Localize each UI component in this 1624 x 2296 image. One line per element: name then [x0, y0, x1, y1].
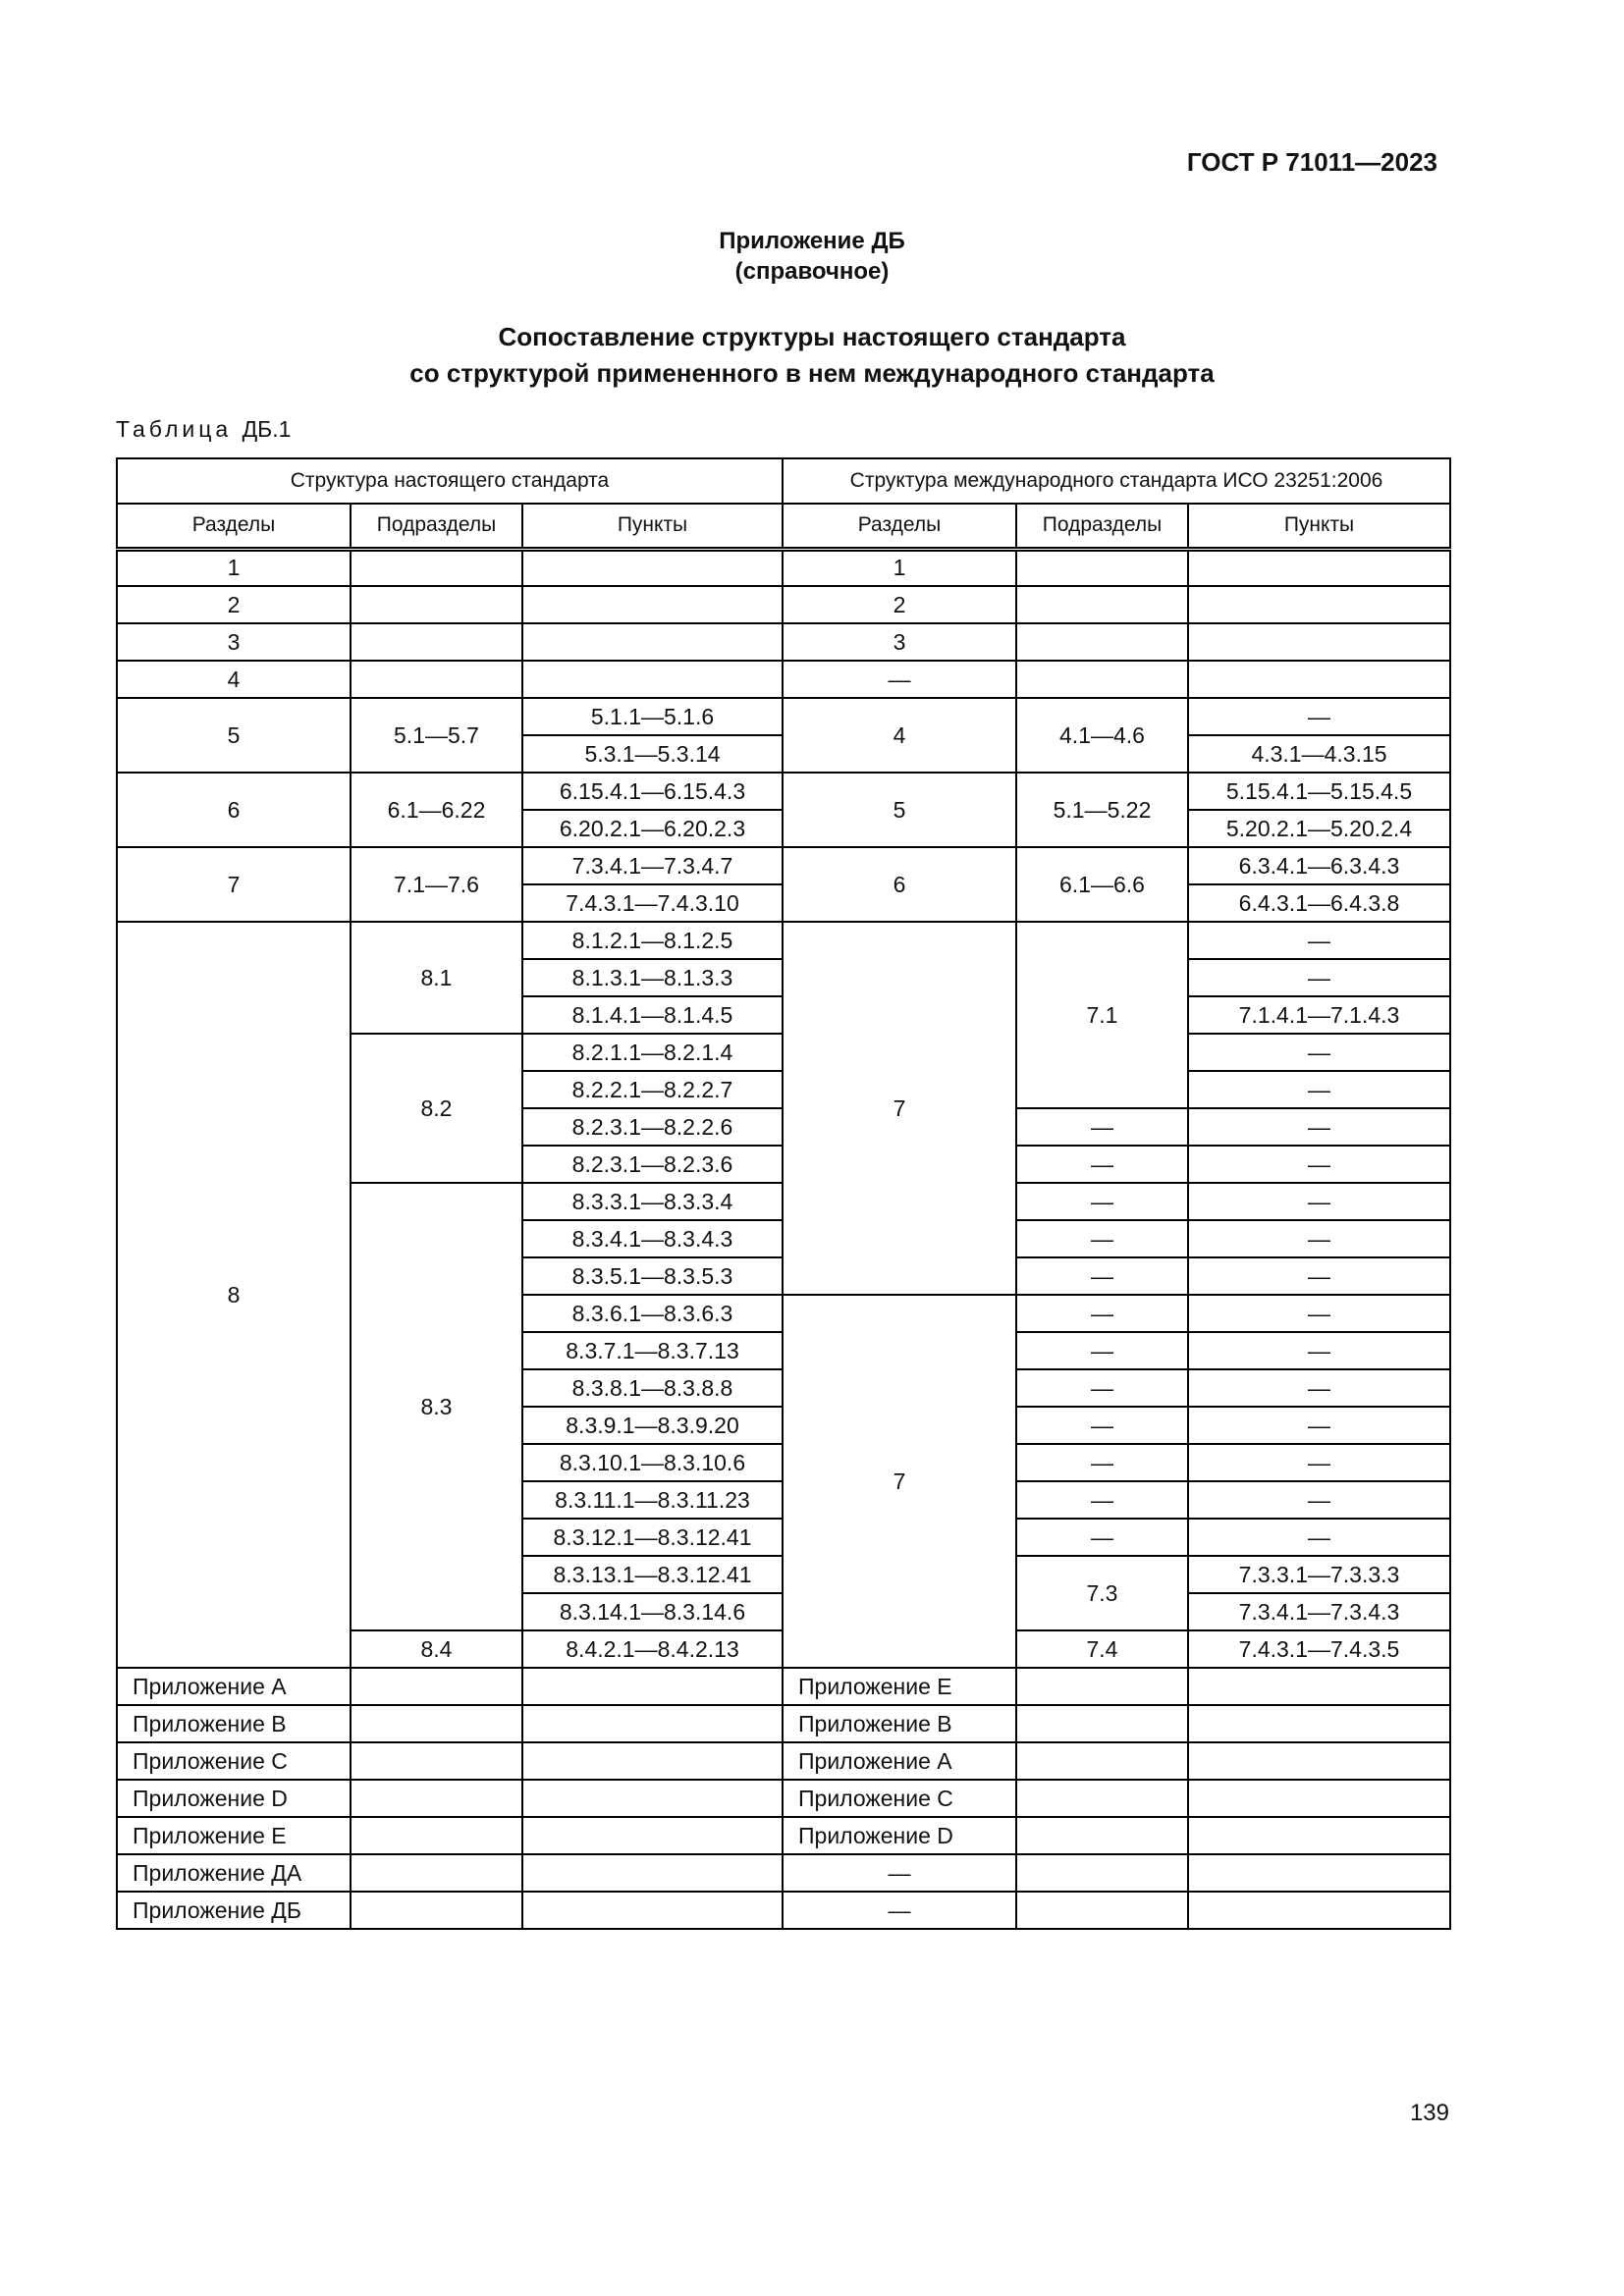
cell: [351, 586, 522, 623]
cell: [1188, 1668, 1450, 1705]
table-label-prefix: Таблица: [116, 416, 233, 442]
cell: Приложение A: [783, 1742, 1016, 1780]
cell: [522, 1817, 783, 1854]
cell: 8.3.6.1—8.3.6.3: [522, 1295, 783, 1332]
cell: 7.4: [1016, 1630, 1188, 1668]
document-id: ГОСТ Р 71011—2023: [1186, 147, 1437, 177]
table-row: [117, 1854, 1450, 1892]
group-header-international: Структура международного стандарта ИСО 23251:2006: [783, 458, 1450, 504]
cell: —: [1188, 1295, 1450, 1332]
cell: Приложение E: [117, 1817, 351, 1854]
section-heading: [0, 319, 1624, 392]
cell: Приложение D: [117, 1780, 351, 1817]
cell: 5.1—5.7: [351, 698, 522, 773]
cell: 5.1—5.22: [1016, 773, 1188, 847]
cell: 4: [783, 698, 1016, 773]
cell: 5: [117, 698, 351, 773]
cell: 7.3.4.1—7.3.4.7: [522, 847, 783, 884]
comparison-table-wrapper: [116, 457, 1451, 1930]
table-row: [117, 623, 1450, 661]
cell: [1188, 1742, 1450, 1780]
table-row: [117, 1817, 1450, 1854]
cell: 5.15.4.1—5.15.4.5: [1188, 773, 1450, 810]
cell: —: [1016, 1220, 1188, 1257]
cell: —: [1188, 1444, 1450, 1481]
cell: [522, 1892, 783, 1929]
cell: —: [1188, 1257, 1450, 1295]
cell: —: [1188, 1481, 1450, 1519]
cell: [522, 1668, 783, 1705]
table-row: [117, 922, 1450, 959]
table-label-id: ДБ.1: [242, 416, 292, 442]
table-row: [117, 1892, 1450, 1929]
cell: [522, 661, 783, 698]
cell: 8.3.3.1—8.3.3.4: [522, 1183, 783, 1220]
annex-status: (справочное): [734, 258, 890, 285]
table-row: [117, 586, 1450, 623]
cell: [1016, 1742, 1188, 1780]
col-header-sections: Разделы: [117, 504, 351, 549]
table-label: [116, 416, 291, 443]
cell: —: [1188, 959, 1450, 996]
cell: —: [1188, 922, 1450, 959]
cell: —: [1188, 1407, 1450, 1444]
group-header-national: Структура настоящего стандарта: [117, 458, 783, 504]
cell: 2: [783, 586, 1016, 623]
cell: [1016, 1892, 1188, 1929]
col-header-clauses: Пункты: [522, 504, 783, 549]
cell: —: [1016, 1183, 1188, 1220]
cell: [351, 549, 522, 586]
cell: [1188, 586, 1450, 623]
cell: 6.1—6.22: [351, 773, 522, 847]
table-row: [117, 1668, 1450, 1705]
cell: [351, 1705, 522, 1742]
cell: 8.3.11.1—8.3.11.23: [522, 1481, 783, 1519]
cell: —: [1188, 1071, 1450, 1108]
cell: [351, 1780, 522, 1817]
cell: 8.2.1.1—8.2.1.4: [522, 1034, 783, 1071]
cell: 7.4.3.1—7.4.3.10: [522, 884, 783, 922]
cell: Приложение D: [783, 1817, 1016, 1854]
cell: Приложение ДБ: [117, 1892, 351, 1929]
cell: 8.2: [351, 1034, 522, 1183]
cell: —: [1188, 1332, 1450, 1369]
col-header-sections-intl: Разделы: [783, 504, 1016, 549]
cell: 7.4.3.1—7.4.3.5: [1188, 1630, 1450, 1668]
cell: 2: [117, 586, 351, 623]
cell: 7.1: [1016, 922, 1188, 1108]
cell: 7.1—7.6: [351, 847, 522, 922]
cell: 8.3.14.1—8.3.14.6: [522, 1593, 783, 1630]
cell: [1016, 1817, 1188, 1854]
cell: 7: [117, 847, 351, 922]
cell: —: [1016, 1295, 1188, 1332]
cell: [351, 1854, 522, 1892]
cell: —: [1016, 1369, 1188, 1407]
cell: —: [1188, 698, 1450, 735]
cell: [1188, 1705, 1450, 1742]
cell: [1016, 661, 1188, 698]
page-number: 139: [1409, 2100, 1449, 2126]
cell: —: [783, 1854, 1016, 1892]
annex-name: Приложение ДБ: [719, 228, 905, 254]
cell: [351, 661, 522, 698]
cell: 8.2.2.1—8.2.2.7: [522, 1071, 783, 1108]
col-header-subsections: Подразделы: [351, 504, 522, 549]
cell: 8.3.5.1—8.3.5.3: [522, 1257, 783, 1295]
cell: 8.2.3.1—8.2.2.6: [522, 1108, 783, 1146]
table-row: [117, 1742, 1450, 1780]
cell: [351, 1892, 522, 1929]
cell: —: [1016, 1407, 1188, 1444]
cell: —: [1188, 1369, 1450, 1407]
cell: 8.3.12.1—8.3.12.41: [522, 1519, 783, 1556]
cell: —: [1016, 1257, 1188, 1295]
header-column-row: [117, 504, 1450, 549]
cell: 8.1: [351, 922, 522, 1034]
cell: Приложение В: [117, 1705, 351, 1742]
cell: [1016, 1854, 1188, 1892]
annex-title: [0, 226, 1624, 287]
cell: 5.3.1—5.3.14: [522, 735, 783, 773]
cell: Приложение А: [117, 1668, 351, 1705]
cell: [522, 586, 783, 623]
cell: 8.3.13.1—8.3.12.41: [522, 1556, 783, 1593]
cell: [1188, 549, 1450, 586]
cell: 6.3.4.1—6.3.4.3: [1188, 847, 1450, 884]
cell: —: [1016, 1519, 1188, 1556]
cell: —: [1188, 1183, 1450, 1220]
cell: [1188, 1817, 1450, 1854]
table-row: [117, 698, 1450, 735]
table-row: [117, 773, 1450, 810]
cell: 8.3.9.1—8.3.9.20: [522, 1407, 783, 1444]
cell: 6.4.3.1—6.4.3.8: [1188, 884, 1450, 922]
cell: —: [1188, 1220, 1450, 1257]
cell: 6.20.2.1—6.20.2.3: [522, 810, 783, 847]
cell: 1: [117, 549, 351, 586]
cell: —: [1188, 1034, 1450, 1071]
cell: [522, 1854, 783, 1892]
cell: 5: [783, 773, 1016, 847]
cell: [1016, 1705, 1188, 1742]
cell: Приложение E: [783, 1668, 1016, 1705]
cell: 8.3.10.1—8.3.10.6: [522, 1444, 783, 1481]
cell: [1016, 1668, 1188, 1705]
cell: 6.15.4.1—6.15.4.3: [522, 773, 783, 810]
cell: [1016, 549, 1188, 586]
cell: 7: [783, 922, 1016, 1295]
cell: 8.4.2.1—8.4.2.13: [522, 1630, 783, 1668]
cell: 7.3: [1016, 1556, 1188, 1630]
cell: [351, 1742, 522, 1780]
table-row: [117, 1780, 1450, 1817]
table-row: [117, 661, 1450, 698]
cell: —: [1016, 1146, 1188, 1183]
cell: [1188, 623, 1450, 661]
cell: [1016, 1780, 1188, 1817]
cell: 8.4: [351, 1630, 522, 1668]
cell: 4: [117, 661, 351, 698]
comparison-table: [116, 457, 1451, 1930]
cell: 6: [117, 773, 351, 847]
table-row: [117, 847, 1450, 884]
cell: 3: [783, 623, 1016, 661]
cell: [1188, 1780, 1450, 1817]
cell: —: [1188, 1108, 1450, 1146]
cell: 8.2.3.1—8.2.3.6: [522, 1146, 783, 1183]
cell: —: [1188, 1146, 1450, 1183]
cell: 8.3.8.1—8.3.8.8: [522, 1369, 783, 1407]
cell: [522, 1742, 783, 1780]
cell: 5.1.1—5.1.6: [522, 698, 783, 735]
cell: 8.3.4.1—8.3.4.3: [522, 1220, 783, 1257]
cell: —: [783, 661, 1016, 698]
cell: [522, 1705, 783, 1742]
cell: —: [1016, 1332, 1188, 1369]
cell: 8.1.4.1—8.1.4.5: [522, 996, 783, 1034]
cell: 4.1—4.6: [1016, 698, 1188, 773]
cell: [522, 1780, 783, 1817]
cell: 8.3.7.1—8.3.7.13: [522, 1332, 783, 1369]
cell: Приложение ДА: [117, 1854, 351, 1892]
cell: 8.1.2.1—8.1.2.5: [522, 922, 783, 959]
cell: —: [783, 1892, 1016, 1929]
cell: 7.3.4.1—7.3.4.3: [1188, 1593, 1450, 1630]
cell: Приложение B: [783, 1705, 1016, 1742]
cell: 5.20.2.1—5.20.2.4: [1188, 810, 1450, 847]
cell: —: [1188, 1519, 1450, 1556]
cell: 8.1.3.1—8.1.3.3: [522, 959, 783, 996]
cell: [351, 1817, 522, 1854]
cell: 4.3.1—4.3.15: [1188, 735, 1450, 773]
cell: [522, 549, 783, 586]
heading-line-2: со структурой примененного в нем международного стандарта: [409, 358, 1215, 388]
heading-line-1: Сопоставление структуры настоящего стандарта: [498, 322, 1126, 351]
col-header-subsections-intl: Подразделы: [1016, 504, 1188, 549]
cell: Приложение С: [117, 1742, 351, 1780]
cell: [1188, 1854, 1450, 1892]
cell: [351, 623, 522, 661]
cell: —: [1016, 1481, 1188, 1519]
cell: —: [1016, 1108, 1188, 1146]
cell: 1: [783, 549, 1016, 586]
cell: Приложение C: [783, 1780, 1016, 1817]
cell: [1188, 1892, 1450, 1929]
cell: 7.1.4.1—7.1.4.3: [1188, 996, 1450, 1034]
cell: 8.3: [351, 1183, 522, 1630]
cell: 6: [783, 847, 1016, 922]
cell: [522, 623, 783, 661]
cell: 7.3.3.1—7.3.3.3: [1188, 1556, 1450, 1593]
cell: —: [1016, 1444, 1188, 1481]
cell: 3: [117, 623, 351, 661]
cell: 8: [117, 922, 351, 1668]
table-row: [117, 549, 1450, 586]
cell: 7: [783, 1295, 1016, 1668]
header-group-row: [117, 458, 1450, 504]
cell: [1016, 586, 1188, 623]
cell: [351, 1668, 522, 1705]
cell: 6.1—6.6: [1016, 847, 1188, 922]
cell: [1016, 623, 1188, 661]
table-row: [117, 1705, 1450, 1742]
cell: [1188, 661, 1450, 698]
col-header-clauses-intl: Пункты: [1188, 504, 1450, 549]
